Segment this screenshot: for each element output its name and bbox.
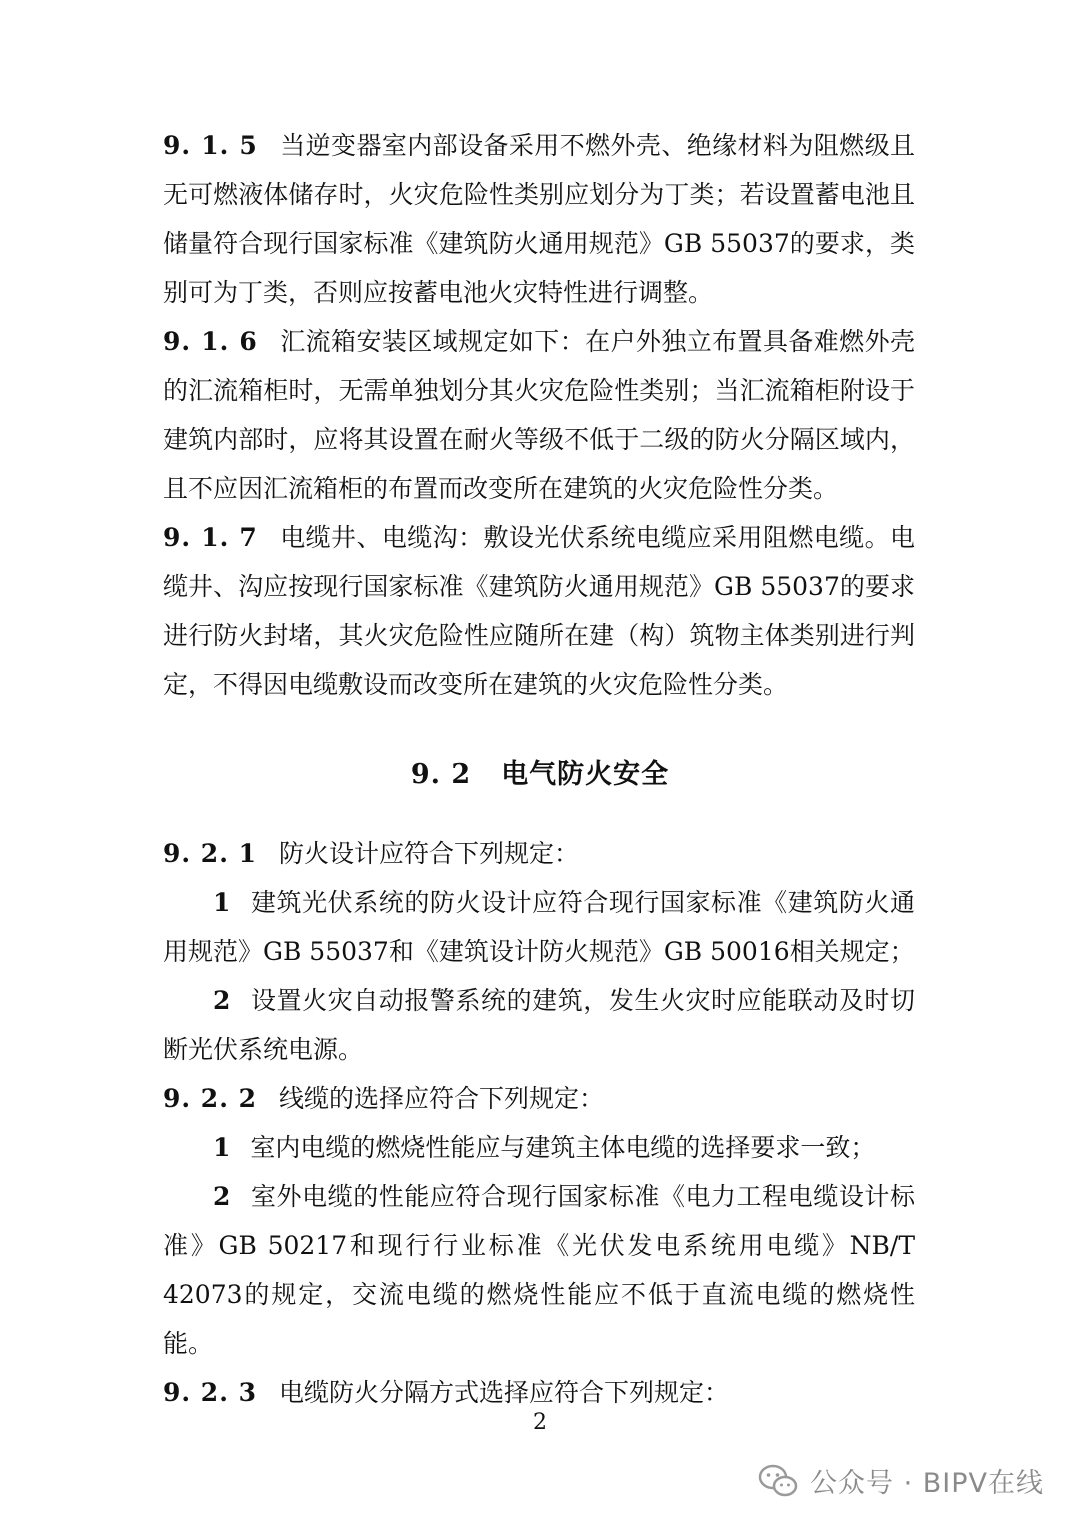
section-heading [0, 752, 1080, 791]
clause-text: 当逆变器室内部设备采用不燃外壳、绝缘材料为阻燃级且无可燃液体储存时，火灾危险性类别应划分为丁类；若设置蓄电池且储量符合现行国家标准《建筑防火通用规范》GB 55037的要求，类别可为丁类，否则应按蓄电池火灾特性进行调整。 [163, 131, 916, 307]
clauses-9-1 [163, 121, 915, 709]
clause-number: 9. 2. 2 [163, 1084, 257, 1113]
clause-text: 线缆的选择应符合下列规定： [279, 1084, 605, 1113]
item-number: 1 [213, 1133, 231, 1162]
item-text: 建筑光伏系统的防火设计应符合现行国家标准《建筑防火通用规范》GB 55037和《建筑设计防火规范》GB 50016相关规定； [163, 888, 915, 966]
clause-number: 9. 2. 3 [163, 1378, 257, 1407]
clause-9-2-1 [163, 829, 915, 878]
watermark [758, 1461, 1044, 1500]
clause-number: 9. 1. 7 [163, 523, 258, 552]
clause-9-1-5 [163, 121, 915, 317]
clause-text: 防火设计应符合下列规定： [279, 839, 580, 868]
item-text: 设置火灾自动报警系统的建筑，发生火灾时应能联动及时切断光伏系统电源。 [163, 986, 915, 1064]
clause-number: 9. 1. 5 [163, 131, 258, 160]
item-number: 2 [213, 1182, 231, 1211]
clauses-9-2 [163, 829, 915, 1417]
section-title-text: 电气防火安全 [501, 759, 670, 790]
item-text: 室内电缆的燃烧性能应与建筑主体电缆的选择要求一致； [250, 1133, 876, 1162]
clause-number: 9. 2. 1 [163, 839, 257, 868]
clause-text: 电缆防火分隔方式选择应符合下列规定： [279, 1378, 730, 1407]
section-number: 9. 2 [410, 759, 472, 790]
list-item [163, 1172, 915, 1368]
list-item [163, 976, 915, 1074]
item-number: 1 [213, 888, 231, 917]
item-number: 2 [213, 986, 231, 1015]
clause-9-1-6 [163, 317, 915, 513]
list-item [163, 878, 915, 976]
clause-text: 汇流箱安装区域规定如下：在户外独立布置具备难燃外壳的汇流箱柜时，无需单独划分其火灾危险性类别；当汇流箱柜附设于建筑内部时，应将其设置在耐火等级不低于二级的防火分隔区域内，且不应因汇流箱柜的布置而改变所在建筑的火灾危险性分类。 [163, 327, 916, 503]
clause-9-2-2 [163, 1074, 915, 1123]
clause-number: 9. 1. 6 [163, 327, 258, 356]
item-text: 室外电缆的性能应符合现行国家标准《电力工程电缆设计标准》GB 50217和现行行业标准《光伏发电系统用电缆》NB/T 42073的规定，交流电缆的燃烧性能应不低于直流电缆的燃烧性能。 [163, 1182, 915, 1358]
wechat-icon [758, 1464, 798, 1498]
list-item [163, 1123, 915, 1172]
watermark-text: 公众号 · BIPV在线 [810, 1468, 1044, 1499]
clause-9-1-7 [163, 513, 915, 709]
clause-text: 电缆井、电缆沟：敷设光伏系统电缆应采用阻燃电缆。电缆井、沟应按现行国家标准《建筑防火通用规范》GB 55037的要求进行防火封堵，其火灾危险性应随所在建（构）筑物主体类别进行判定，不得因电缆敷设而改变所在建筑的火灾危险性分类。 [163, 523, 916, 699]
page-number: 2 [533, 1410, 547, 1435]
